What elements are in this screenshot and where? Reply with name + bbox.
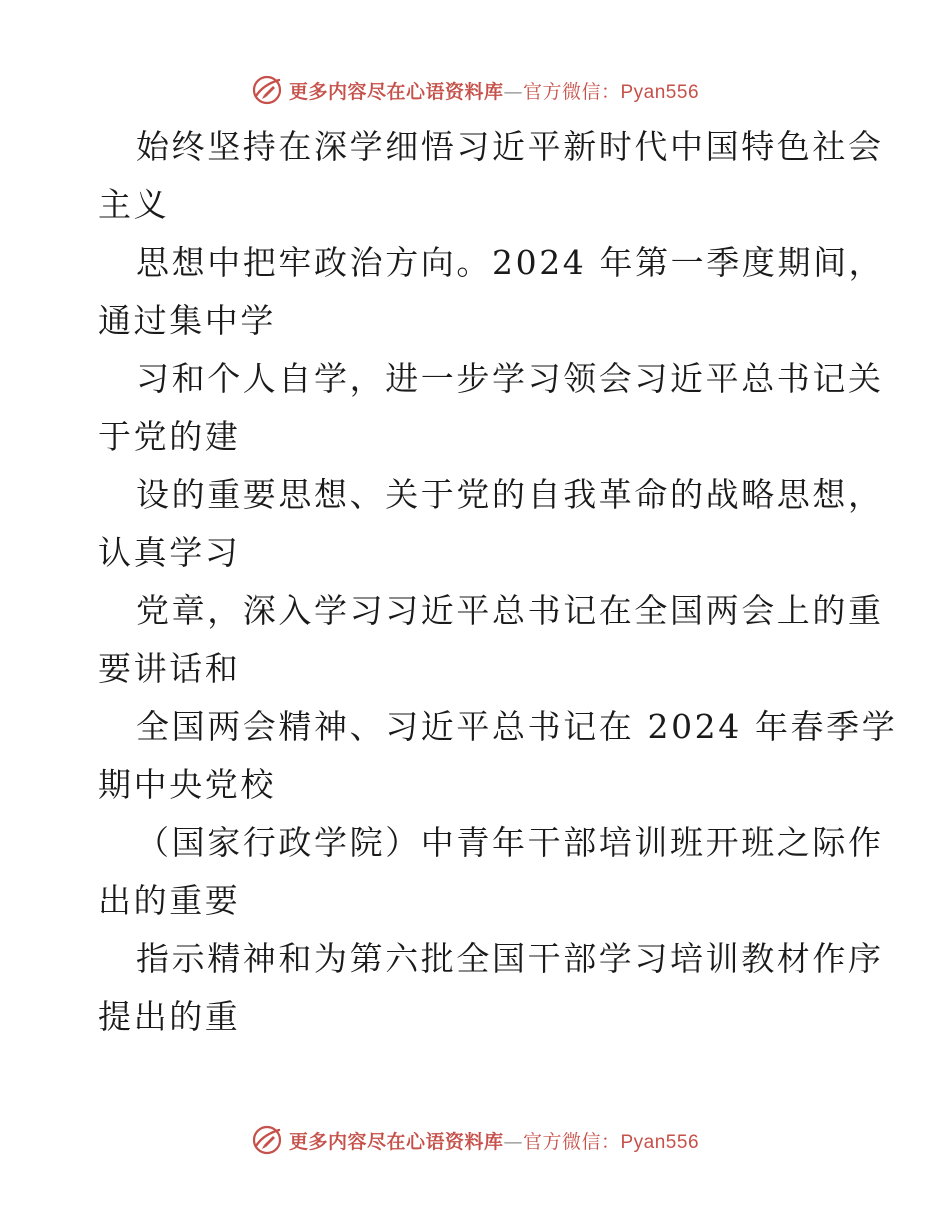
body-line: （国家行政学院）中青年干部培训班开班之际作 — [136, 823, 884, 862]
body-line: 设的重要思想、关于党的自我革命的战略思想， — [136, 475, 884, 514]
footer-watermark-inner — [251, 1124, 699, 1156]
body-line: 于党的建 — [98, 417, 241, 456]
header-watermark-text — [289, 77, 699, 104]
document-body — [98, 118, 898, 1046]
header-watermark-inner — [251, 74, 699, 106]
body-line: 思想中把牢政治方向。2024 年第一季度期间， — [136, 243, 885, 282]
header-watermark — [0, 72, 950, 108]
footer-separator: — — [503, 1130, 523, 1153]
body-line: 始终坚持在深学细悟习近平新时代中国特色社会 — [136, 127, 884, 166]
body-line: 指示精神和为第六批全国干部学习培训教材作序 — [136, 939, 884, 978]
pen-nib-logo-icon — [251, 74, 283, 106]
footer-watermark-text — [289, 1127, 699, 1154]
header-wechat: 官方微信：Pyan556 — [523, 81, 700, 103]
body-line: 认真学习 — [98, 533, 241, 572]
body-line: 期中央党校 — [98, 765, 276, 804]
footer-wechat: 官方微信：Pyan556 — [523, 1131, 700, 1153]
header-brand: 更多内容尽在心语资料库 — [288, 80, 504, 103]
footer-brand: 更多内容尽在心语资料库 — [288, 1130, 504, 1153]
body-line: 主义 — [98, 185, 170, 224]
body-line: 通过集中学 — [98, 301, 276, 340]
body-line: 习和个人自学，进一步学习领会习近平总书记关 — [136, 359, 884, 398]
body-line: 提出的重 — [98, 997, 241, 1036]
body-line: 出的重要 — [98, 881, 241, 920]
body-line: 党章，深入学习习近平总书记在全国两会上的重 — [136, 591, 884, 630]
pen-nib-logo-icon — [251, 1124, 283, 1156]
body-line: 要讲话和 — [98, 649, 241, 688]
header-separator: — — [503, 80, 523, 103]
body-line: 全国两会精神、习近平总书记在 2024 年春季学 — [136, 707, 898, 746]
footer-watermark — [0, 1122, 950, 1158]
